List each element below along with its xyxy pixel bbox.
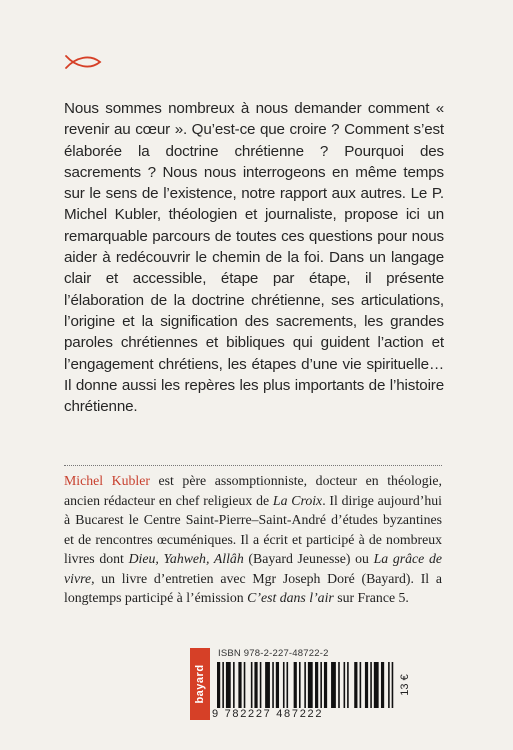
barcode-bar: [370, 662, 372, 708]
author-bio: [64, 471, 442, 608]
bio-text-5: sur France 5.: [333, 590, 409, 605]
publisher-logo: [190, 648, 210, 720]
section-divider: [64, 465, 442, 466]
blurb-text: Nous sommes nombreux à nous demander comment « revenir au cœur ». Qu’est-ce que croire ? Comment s’est élaborée la doctrine chrétienne ? Pourquoi des sacrements ? Nous nous interrogeons en même temps sur le sens de l’existence, notre rapport aux autres. Le P. Michel Kubler, théologien et journaliste, propose ici un remarquable parcours de toutes ces questions pour nous aider à redécouvrir le chemin de la foi. Dans un langage clair et accessible, étape par étape, il présente l’élaboration de la doctrine chrétienne, ses articulations, l’origine et la signification des sacrements, les grandes paroles chrétiennes et bibliques qui guident l’action et l’engagement chrétiens, les étapes d’une vie spirituelle… Il donne aussi les repères les plus importants de l’histoire chrétienne.: [64, 100, 444, 416]
barcode-bar: [244, 662, 246, 708]
back-cover-blurb: [64, 98, 444, 417]
isbn: ISBN 978-2-227-48722-2: [218, 648, 329, 659]
barcode-bar: [320, 662, 322, 708]
bio-text-2: . Il dirige aujourd’hui à Bucarest le Centre Saint-Pierre–Saint-André d’études byzantines et de rencontres œcuméniques. Il a écrit et participé à de nombreux livres dont: [64, 492, 442, 566]
barcode-bar: [251, 662, 253, 708]
barcode-bar: [324, 662, 327, 708]
barcode-bar: [347, 662, 349, 708]
barcode-bar: [217, 662, 220, 708]
barcode: [217, 662, 397, 708]
barcode-bar: [238, 662, 241, 708]
barcode-number: 9 782227 487222: [212, 708, 324, 720]
bio-title-la-croix: La Croix: [272, 492, 323, 508]
barcode-bar: [392, 662, 394, 708]
bio-text-3: (Bayard Jeunesse) ou: [243, 551, 374, 566]
bio-title-grace: La grâce de vivre: [64, 551, 442, 586]
barcode-bar: [272, 662, 274, 708]
fish-icon: [64, 53, 104, 71]
price-tag: [398, 662, 412, 708]
bio-text-4: , un livre d’entretien avec Mgr Joseph Doré (Bayard). Il a longtemps participé à l’émission: [64, 570, 442, 605]
barcode-bar: [254, 662, 257, 708]
barcode-bar: [388, 662, 390, 708]
barcode-bar: [308, 662, 313, 708]
barcode-bar: [304, 662, 306, 708]
barcode-bar: [283, 662, 285, 708]
barcode-bar: [233, 662, 235, 708]
bio-text-1: est père assomptionniste, docteur en théologie, ancien rédacteur en chef religieux de: [64, 473, 442, 508]
barcode-bar: [226, 662, 231, 708]
author-name: Michel Kubler: [64, 473, 150, 488]
barcode-bar: [338, 662, 340, 708]
barcode-bar: [265, 662, 270, 708]
barcode-bar: [360, 662, 362, 708]
bio-title-emission: C’est dans l’air: [247, 590, 334, 605]
barcode-bar: [299, 662, 301, 708]
barcode-bar: [294, 662, 297, 708]
barcode-bar: [365, 662, 368, 708]
author-bio-text: [64, 471, 442, 608]
publisher-name: bayard: [194, 664, 206, 704]
bio-title-dieu: Dieu, Yahweh, Allâh: [128, 551, 244, 566]
barcode-bar: [276, 662, 279, 708]
barcode-bar: [381, 662, 384, 708]
barcode-bar: [374, 662, 379, 708]
price: 13 €: [399, 674, 411, 696]
barcode-bar: [354, 662, 357, 708]
barcode-bar: [260, 662, 262, 708]
barcode-bar: [331, 662, 336, 708]
barcode-bar: [287, 662, 289, 708]
barcode-bar: [344, 662, 346, 708]
barcode-bar: [222, 662, 224, 708]
barcode-bar: [315, 662, 318, 708]
